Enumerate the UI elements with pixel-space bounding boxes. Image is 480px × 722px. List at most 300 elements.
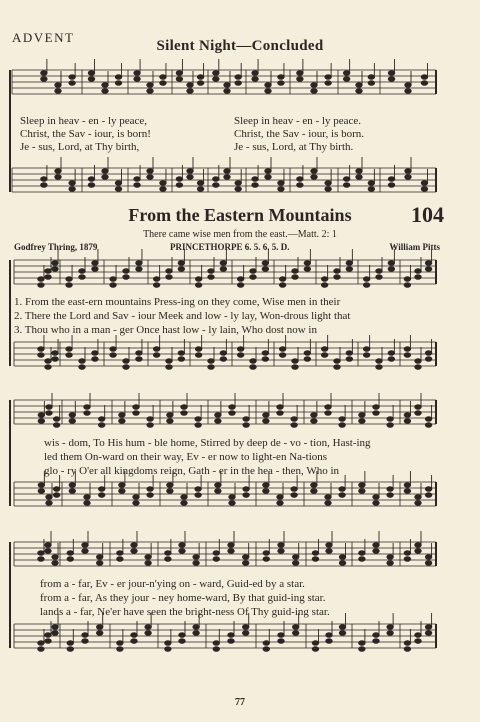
note-head xyxy=(359,551,365,556)
note-head xyxy=(339,417,345,422)
note-head xyxy=(292,365,298,370)
note-head xyxy=(325,181,331,186)
note-head xyxy=(279,277,285,282)
note-head xyxy=(334,359,340,364)
note-head xyxy=(243,417,249,422)
note-head xyxy=(311,489,317,494)
note-head xyxy=(373,501,379,506)
note-head xyxy=(291,487,297,492)
note-head xyxy=(84,495,90,500)
note-head xyxy=(224,83,230,88)
note-head xyxy=(368,187,374,192)
note-head xyxy=(363,353,369,358)
note-head xyxy=(38,283,44,288)
note-head xyxy=(131,639,137,644)
note-head xyxy=(110,353,116,358)
note-head xyxy=(117,557,123,562)
note-head xyxy=(165,647,171,652)
note-head xyxy=(53,493,59,498)
note-head xyxy=(165,551,171,556)
note-head xyxy=(346,351,352,356)
note-head xyxy=(195,347,201,352)
note-head xyxy=(134,77,140,82)
note-head xyxy=(279,283,285,288)
note-head xyxy=(181,501,187,506)
note-head xyxy=(237,347,243,352)
note-head xyxy=(346,357,352,362)
note-head xyxy=(38,413,44,418)
note-head xyxy=(425,493,431,498)
note-head xyxy=(102,89,108,94)
note-head xyxy=(55,83,61,88)
note-head xyxy=(131,633,137,638)
note-head xyxy=(346,267,352,272)
note-head xyxy=(115,181,121,186)
note-head xyxy=(215,489,221,494)
note-head xyxy=(38,647,44,652)
note-head xyxy=(388,267,394,272)
note-head xyxy=(66,277,72,282)
note-head xyxy=(404,641,410,646)
note-head xyxy=(160,181,166,186)
note-head xyxy=(326,543,332,548)
note-head xyxy=(66,347,72,352)
note-head xyxy=(425,357,431,362)
note-head xyxy=(97,625,103,630)
note-head xyxy=(373,405,379,410)
lyric-line: Christ, the Sav - iour, is born! xyxy=(20,128,151,140)
note-head xyxy=(265,175,271,180)
note-head xyxy=(136,357,142,362)
note-head xyxy=(229,495,235,500)
note-head xyxy=(45,633,51,638)
note-head xyxy=(228,543,234,548)
note-head xyxy=(193,631,199,636)
note-head xyxy=(343,177,349,182)
note-head xyxy=(425,631,431,636)
author-credit: Godfrey Thring, 1879 xyxy=(14,242,98,252)
note-head xyxy=(53,417,59,422)
note-head xyxy=(208,275,214,280)
note-head xyxy=(311,175,317,180)
note-head xyxy=(79,365,85,370)
note-head xyxy=(195,283,201,288)
note-head xyxy=(99,417,105,422)
note-head xyxy=(123,269,129,274)
note-head xyxy=(292,359,298,364)
note-head xyxy=(195,423,201,428)
note-head xyxy=(88,177,94,182)
note-head xyxy=(119,489,125,494)
note-head xyxy=(356,175,362,180)
note-head xyxy=(213,551,219,556)
note-head xyxy=(425,555,431,560)
note-head xyxy=(235,75,241,80)
note-head xyxy=(263,551,269,556)
note-head xyxy=(404,347,410,352)
note-head xyxy=(153,277,159,282)
note-head xyxy=(45,269,51,274)
note-head xyxy=(181,405,187,410)
note-head xyxy=(145,625,151,630)
note-head xyxy=(195,493,201,498)
note-head xyxy=(215,419,221,424)
note-head xyxy=(45,365,51,370)
note-head xyxy=(279,353,285,358)
note-head xyxy=(325,411,331,416)
note-head xyxy=(263,647,269,652)
note-head xyxy=(147,89,153,94)
lyric-line: led them On-ward on their way, Ev - er now to light-en Na-tions xyxy=(44,451,328,463)
note-head xyxy=(181,495,187,500)
note-head xyxy=(387,625,393,630)
note-head xyxy=(265,169,271,174)
note-head xyxy=(166,365,172,370)
note-head xyxy=(334,275,340,280)
note-head xyxy=(376,269,382,274)
note-head xyxy=(97,631,103,636)
note-head xyxy=(38,277,44,282)
note-head xyxy=(262,267,268,272)
lyric-line: Christ, the Sav - iour, is born. xyxy=(234,128,365,140)
note-head xyxy=(179,543,185,548)
note-head xyxy=(102,83,108,88)
note-head xyxy=(376,275,382,280)
note-head xyxy=(325,75,331,80)
note-head xyxy=(293,561,299,566)
note-head xyxy=(79,359,85,364)
note-head xyxy=(312,647,318,652)
note-head xyxy=(339,561,345,566)
note-head xyxy=(404,283,410,288)
note-head xyxy=(425,625,431,630)
note-head xyxy=(79,275,85,280)
note-head xyxy=(46,501,52,506)
lyric-line: 2. There the Lord and Sav - iour Meek and low - ly lay, Won-drous light that xyxy=(14,310,351,322)
note-head xyxy=(38,353,44,358)
note-head xyxy=(178,351,184,356)
note-head xyxy=(388,177,394,182)
note-head xyxy=(252,71,258,76)
note-head xyxy=(134,71,140,76)
note-head xyxy=(293,631,299,636)
note-head xyxy=(321,283,327,288)
note-head xyxy=(136,261,142,266)
note-head xyxy=(292,269,298,274)
note-head xyxy=(208,359,214,364)
lyric-line: 1. From the east-ern mountains Press-ing on they come, Wise men in their xyxy=(14,296,341,308)
note-head xyxy=(178,357,184,362)
note-head xyxy=(291,423,297,428)
note-head xyxy=(311,169,317,174)
note-head xyxy=(405,83,411,88)
note-head xyxy=(252,77,258,82)
note-head xyxy=(243,423,249,428)
section-heading: ADVENT xyxy=(12,30,75,45)
note-head xyxy=(213,77,219,82)
note-head xyxy=(53,423,59,428)
note-head xyxy=(176,177,182,182)
note-head xyxy=(52,351,58,356)
note-head xyxy=(195,417,201,422)
note-head xyxy=(359,557,365,562)
note-head xyxy=(415,405,421,410)
note-head xyxy=(117,647,123,652)
note-head xyxy=(119,413,125,418)
note-head xyxy=(363,283,369,288)
lyric-line: Je - sus, Lord, at Thy birth, xyxy=(20,141,140,153)
note-head xyxy=(213,557,219,562)
note-head xyxy=(373,639,379,644)
note-head xyxy=(178,261,184,266)
note-head xyxy=(115,75,121,80)
note-head xyxy=(359,641,365,646)
note-head xyxy=(79,269,85,274)
note-head xyxy=(279,347,285,352)
note-head xyxy=(82,543,88,548)
note-head xyxy=(356,169,362,174)
note-head xyxy=(312,641,318,646)
note-head xyxy=(235,181,241,186)
note-head xyxy=(425,417,431,422)
note-head xyxy=(215,413,221,418)
note-head xyxy=(208,269,214,274)
note-head xyxy=(197,187,203,192)
note-head xyxy=(45,543,51,548)
note-head xyxy=(166,275,172,280)
note-head xyxy=(325,81,331,86)
note-head xyxy=(67,647,73,652)
note-head xyxy=(213,647,219,652)
note-head xyxy=(243,487,249,492)
note-head xyxy=(243,555,249,560)
note-head xyxy=(119,419,125,424)
note-head xyxy=(339,555,345,560)
note-head xyxy=(334,365,340,370)
note-head xyxy=(69,419,75,424)
note-head xyxy=(45,359,51,364)
note-head xyxy=(404,647,410,652)
note-head xyxy=(421,81,427,86)
note-head xyxy=(131,549,137,554)
note-head xyxy=(67,641,73,646)
note-head xyxy=(373,633,379,638)
lyric-line: from a - far, As they jour - ney home-ward, By that guid-ing star. xyxy=(40,592,326,604)
note-head xyxy=(387,555,393,560)
note-head xyxy=(55,169,61,174)
note-head xyxy=(117,641,123,646)
note-head xyxy=(69,489,75,494)
note-head xyxy=(339,493,345,498)
note-head xyxy=(277,495,283,500)
note-head xyxy=(404,483,410,488)
note-head xyxy=(250,359,256,364)
note-head xyxy=(312,551,318,556)
note-head xyxy=(425,267,431,272)
note-head xyxy=(46,405,52,410)
lyric-line: Sleep in heav - en - ly peace. xyxy=(234,115,362,127)
note-head xyxy=(134,183,140,188)
note-head xyxy=(38,347,44,352)
note-head xyxy=(321,353,327,358)
note-head xyxy=(278,187,284,192)
note-head xyxy=(359,483,365,488)
note-head xyxy=(147,83,153,88)
note-head xyxy=(421,75,427,80)
note-head xyxy=(311,83,317,88)
note-head xyxy=(263,641,269,646)
note-head xyxy=(133,411,139,416)
note-head xyxy=(195,487,201,492)
note-head xyxy=(193,625,199,630)
note-head xyxy=(373,549,379,554)
note-head xyxy=(46,411,52,416)
note-head xyxy=(92,351,98,356)
note-head xyxy=(237,277,243,282)
note-head xyxy=(187,169,193,174)
note-head xyxy=(176,183,182,188)
note-head xyxy=(343,71,349,76)
note-head xyxy=(102,169,108,174)
note-head xyxy=(229,405,235,410)
note-head xyxy=(131,543,137,548)
note-head xyxy=(304,351,310,356)
note-head xyxy=(421,181,427,186)
note-head xyxy=(235,187,241,192)
note-head xyxy=(52,261,58,266)
note-head xyxy=(147,487,153,492)
note-head xyxy=(311,483,317,488)
note-head xyxy=(363,347,369,352)
note-head xyxy=(145,631,151,636)
note-head xyxy=(67,551,73,556)
note-head xyxy=(250,365,256,370)
note-head xyxy=(250,275,256,280)
note-head xyxy=(346,261,352,266)
note-head xyxy=(356,89,362,94)
lyric-line: from a - far, Ev - er jour-n'ying on - ward, Guid-ed by a star. xyxy=(40,578,305,590)
note-head xyxy=(97,561,103,566)
note-head xyxy=(147,169,153,174)
note-head xyxy=(55,175,61,180)
note-head xyxy=(387,417,393,422)
note-head xyxy=(321,277,327,282)
note-head xyxy=(41,177,47,182)
note-head xyxy=(69,81,75,86)
note-head xyxy=(278,633,284,638)
note-head xyxy=(69,413,75,418)
note-head xyxy=(153,347,159,352)
note-head xyxy=(84,411,90,416)
note-head xyxy=(404,557,410,562)
note-head xyxy=(262,351,268,356)
note-head xyxy=(388,351,394,356)
note-head xyxy=(263,483,269,488)
note-head xyxy=(252,183,258,188)
note-head xyxy=(160,81,166,86)
note-head xyxy=(66,283,72,288)
note-head xyxy=(187,83,193,88)
lyric-line: Sleep in heav - en - ly peace, xyxy=(20,115,148,127)
note-head xyxy=(388,77,394,82)
note-head xyxy=(278,81,284,86)
note-head xyxy=(304,267,310,272)
note-head xyxy=(425,261,431,266)
note-head xyxy=(52,625,58,630)
note-head xyxy=(123,365,129,370)
note-head xyxy=(215,483,221,488)
note-head xyxy=(97,555,103,560)
note-head xyxy=(167,413,173,418)
lyric-line: wis - dom, To His hum - ble home, Stirred by deep de - vo - tion, Hast-ing xyxy=(44,437,371,449)
note-head xyxy=(262,261,268,266)
note-head xyxy=(359,419,365,424)
note-head xyxy=(82,633,88,638)
note-head xyxy=(243,493,249,498)
note-head xyxy=(38,557,44,562)
note-head xyxy=(339,423,345,428)
note-head xyxy=(388,357,394,362)
note-head xyxy=(147,417,153,422)
note-head xyxy=(69,187,75,192)
note-head xyxy=(415,411,421,416)
note-head xyxy=(293,555,299,560)
note-head xyxy=(133,495,139,500)
note-head xyxy=(102,175,108,180)
note-head xyxy=(213,641,219,646)
lyric-line: glo - ry O'er all kingdoms reign, Gath - er in the hea - then, Who in xyxy=(44,465,340,477)
note-head xyxy=(425,423,431,428)
note-head xyxy=(136,267,142,272)
note-head xyxy=(224,175,230,180)
note-head xyxy=(193,555,199,560)
note-head xyxy=(368,181,374,186)
note-head xyxy=(147,175,153,180)
note-head xyxy=(291,417,297,422)
note-head xyxy=(228,549,234,554)
note-head xyxy=(92,261,98,266)
note-head xyxy=(38,489,44,494)
lyric-line: Je - sus, Lord, at Thy birth. xyxy=(234,141,354,153)
note-head xyxy=(339,631,345,636)
note-head xyxy=(229,411,235,416)
note-head xyxy=(277,411,283,416)
note-head xyxy=(136,351,142,356)
note-head xyxy=(359,647,365,652)
scripture-reference: There came wise men from the east.—Matt. 2: 1 xyxy=(143,229,337,240)
note-head xyxy=(250,269,256,274)
note-head xyxy=(38,483,44,488)
note-head xyxy=(84,405,90,410)
note-head xyxy=(41,183,47,188)
note-head xyxy=(153,353,159,358)
note-head xyxy=(293,625,299,630)
note-head xyxy=(278,181,284,186)
note-head xyxy=(415,275,421,280)
composer-credit: William Pitts xyxy=(389,242,440,252)
note-head xyxy=(187,175,193,180)
note-head xyxy=(38,551,44,556)
note-head xyxy=(415,495,421,500)
note-head xyxy=(69,483,75,488)
note-head xyxy=(229,501,235,506)
note-head xyxy=(292,275,298,280)
note-head xyxy=(343,77,349,82)
note-head xyxy=(373,543,379,548)
note-head xyxy=(147,493,153,498)
hymn-title-silent-night: Silent Night—Concluded xyxy=(156,38,324,54)
note-head xyxy=(326,633,332,638)
